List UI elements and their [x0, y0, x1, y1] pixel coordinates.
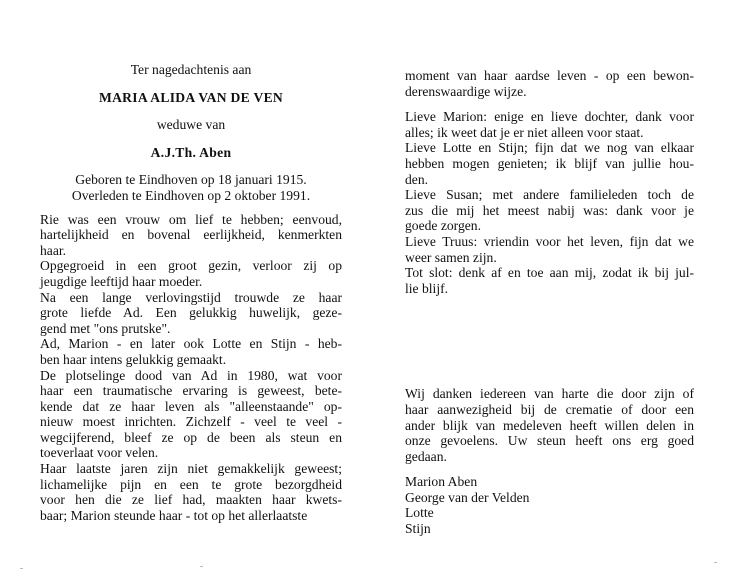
text-line: haar.	[40, 242, 67, 258]
text-line: weer samen zijn.	[405, 249, 497, 265]
left-column	[40, 62, 342, 523]
scan-speck	[714, 562, 717, 563]
text-line: haar een traumatische ervaring is geweest, bete-	[40, 383, 342, 399]
continuation-paragraph	[405, 68, 694, 99]
biography-paragraph	[40, 461, 342, 523]
text-line: Wij danken iedereen van harte die door zijn of	[405, 386, 694, 402]
text-line: Lieve Truus: vriendin voor het leven, fijn dat we	[405, 233, 694, 249]
text-line: Lieve Marion: enige en lieve dochter, dank voor	[405, 109, 694, 125]
text-line: den.	[405, 171, 429, 187]
text-line: gend met "ons prutske".	[40, 320, 171, 336]
text-line: alles; ik weet dat je er niet alleen voor staat.	[405, 124, 644, 140]
text-line: gedaan.	[405, 448, 447, 464]
biography	[40, 212, 342, 524]
intro-text: Ter nagedachtenis aan	[130, 62, 252, 77]
text-line: Haar laatste jaren zijn niet gemakkelijk geweest;	[40, 461, 342, 477]
biography-paragraph	[40, 212, 342, 259]
text-line: moment van haar aardse leven - op een bewon-	[405, 68, 694, 83]
death-line: Overleden te Eindhoven op 2 oktober 1991.	[71, 187, 311, 203]
text-line: Lieve Lotte en Stijn; fijn dat we nog van elkaar	[405, 140, 694, 156]
scan-speck	[200, 566, 203, 567]
signature-name: Stijn	[405, 521, 431, 537]
thanks-text	[405, 386, 694, 464]
text-line: goede zorgen.	[405, 218, 481, 234]
text-line: lie blijf.	[405, 280, 449, 296]
biography-paragraph	[40, 290, 342, 337]
text-line: hartelijkheid en bovenal eerlijkheid, kenmerkten	[40, 227, 342, 243]
birth-line: Geboren te Eindhoven op 18 januari 1915.	[75, 172, 307, 188]
text-line: lichamelijke pijn en een te grote bezorgdheid	[40, 476, 342, 492]
biography-paragraph	[40, 258, 342, 289]
message-paragraph	[405, 234, 694, 265]
text-line: jeugdige leeftijd haar moeder.	[40, 273, 203, 289]
text-line: Tot slot: denk af en toe aan mij, zodat ik bij jul-	[405, 265, 694, 281]
relation-text: weduwe van	[156, 117, 226, 133]
message-paragraph	[405, 109, 694, 140]
text-line: toeverlaat voor velen.	[40, 445, 159, 461]
text-line: grote liefde Ad. Een gelukkig huwelijk, geze-	[40, 305, 342, 321]
message-paragraph	[405, 187, 694, 234]
biography-paragraph	[40, 336, 342, 367]
text-line: Lieve Susan; met andere familieleden toch de	[405, 187, 694, 203]
text-line: Ad, Marion - en later ook Lotte en Stijn - heb-	[40, 336, 342, 352]
farewell-messages	[405, 109, 694, 296]
text-line: Opgegroeid in een groot gezin, verloor zij op	[40, 258, 342, 274]
text-line: De plotselinge dood van Ad in 1980, wat voor	[40, 367, 342, 383]
text-line: kende dat ze haar leven als "alleenstaande" op-	[40, 398, 342, 414]
text-line: zus die mij het meest nabij was: dank voor je	[405, 202, 694, 218]
text-line: nieuw moest inrichten. Zichzelf - veel te veel -	[40, 414, 342, 430]
signature-name: Lotte	[405, 505, 434, 521]
text-line: haar aanwezigheid bij de crematie of door een	[405, 401, 694, 417]
spouse-name: A.J.Th. Aben	[150, 144, 232, 160]
text-line: Rie was een vrouw om lief te hebben; eenvoud,	[40, 211, 342, 227]
biography-paragraph	[40, 368, 342, 462]
scan-speck	[20, 568, 23, 569]
text-line: baar; Marion steunde haar - tot op het allerlaatste	[40, 507, 308, 523]
signature-name: George van der Velden	[405, 489, 530, 505]
signature-name: Marion Aben	[405, 474, 478, 490]
thanks-paragraph	[405, 386, 694, 464]
message-paragraph	[405, 140, 694, 187]
text-line: onze gevoelens. Uw steun heeft ons erg goed	[405, 433, 694, 449]
message-paragraph	[405, 265, 694, 296]
right-column	[405, 68, 694, 537]
deceased-name: MARIA ALIDA VAN DE VEN	[98, 89, 284, 105]
text-line: Na een lange verlovingstijd trouwde ze haar	[40, 289, 342, 305]
text-line: ander blijk van medeleven heeft willen delen in	[405, 417, 694, 433]
text-line: ben haar intens gelukkig gemaakt.	[40, 351, 227, 367]
text-line: voor hen die ze lief had, maakten haar kwets-	[40, 492, 342, 508]
text-line: wegcijferend, bleef ze op de been als steun en	[40, 429, 342, 445]
signatures	[405, 474, 694, 536]
biography-continuation	[405, 68, 694, 99]
text-line: hebben mogen genieten; ik blijf van jullie hou-	[405, 155, 694, 171]
text-line: derenswaardige wijze.	[405, 83, 527, 99]
